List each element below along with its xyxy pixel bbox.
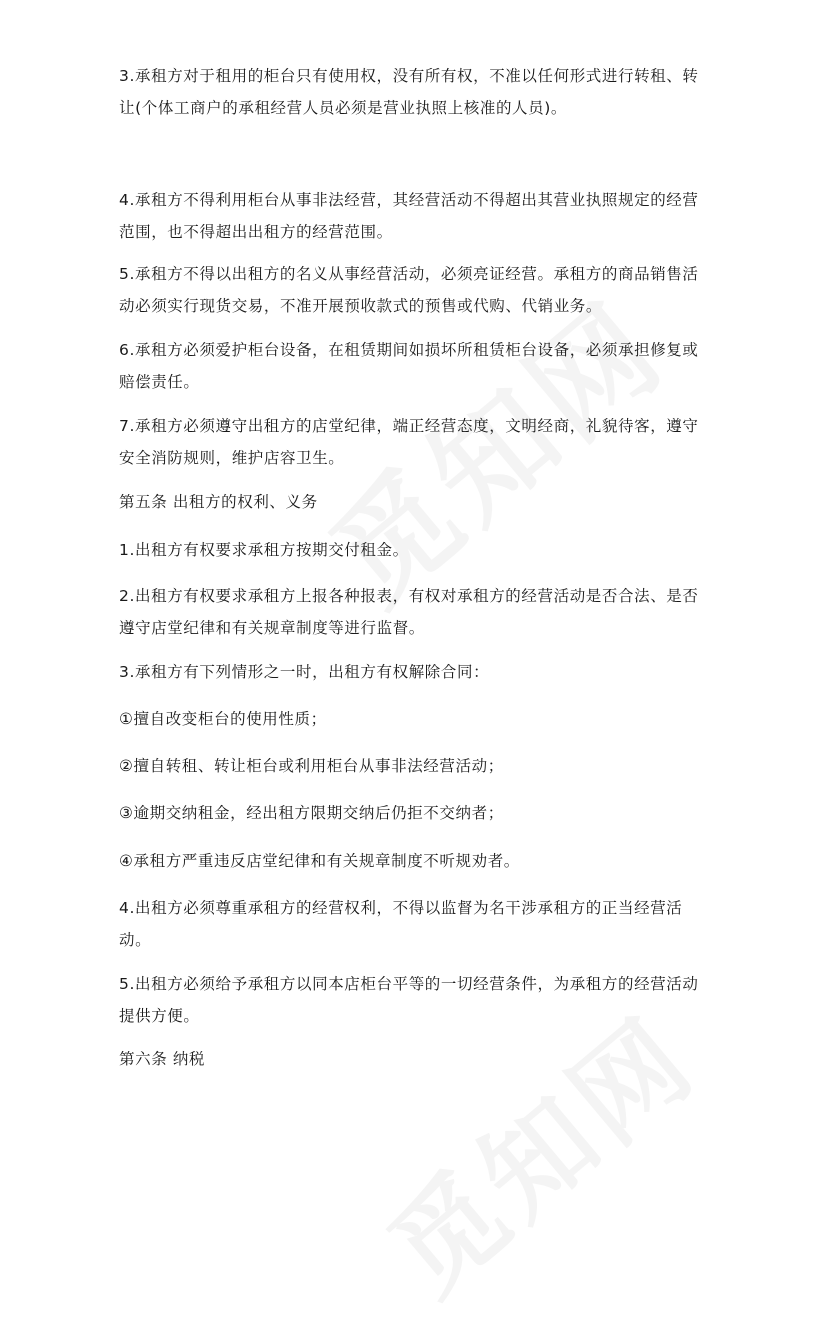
clause-4-legal-operation: 4.承租方不得利用柜台从事非法经营，其经营活动不得超出其营业执照规定的经营范围，也不得超出出租方的经营范围。 — [119, 191, 699, 241]
termination-item-2: ②擅自转租、转让柜台或利用柜台从事非法经营活动； — [119, 757, 504, 775]
clause-6-equipment-care: 6.承租方必须爱护柜台设备，在租赁期间如损坏所租赁柜台设备，必须承担修复或赔偿责任。 — [119, 341, 699, 391]
lessor-clause-5: 5.出租方必须给予承租方以同本店柜台平等的一切经营条件，为承租方的经营活动提供方便。 — [119, 975, 699, 1025]
clause-5-license-display: 5.承租方不得以出租方的名义从事经营活动，必须亮证经营。承租方的商品销售活动必须实行现货交易，不准开展预收款式的预售或代购、代销业务。 — [119, 265, 699, 315]
termination-item-1: ①擅自改变柜台的使用性质； — [119, 710, 327, 728]
termination-item-4: ④承租方严重违反店堂纪律和有关规章制度不听规劝者。 — [119, 852, 520, 870]
lessor-clause-4: 4.出租方必须尊重承租方的经营权利，不得以监督为名干涉承租方的正当经营活动。 — [119, 899, 683, 949]
article-6-heading: 第六条 纳税 — [119, 1050, 206, 1068]
clause-3-no-sublease: 3.承租方对于租用的柜台只有使用权，没有所有权，不准以任何形式进行转租、转让(个体工商户的承租经营人员必须是营业执照上核准的人员)。 — [119, 67, 699, 117]
clause-7-store-discipline: 7.承租方必须遵守出租方的店堂纪律，端正经营态度，文明经商，礼貌待客，遵守安全消防规则，维护店容卫生。 — [119, 417, 699, 467]
article-5-heading: 第五条 出租方的权利、义务 — [119, 493, 318, 511]
lessor-clause-2: 2.出租方有权要求承租方上报各种报表，有权对承租方的经营活动是否合法、是否遵守店堂纪律和有关规章制度等进行监督。 — [119, 587, 699, 637]
termination-item-3: ③逾期交纳租金，经出租方限期交纳后仍拒不交纳者； — [119, 804, 504, 822]
lessor-clause-1: 1.出租方有权要求承租方按期交付租金。 — [119, 541, 409, 559]
lessor-clause-3: 3.承租方有下列情形之一时，出租方有权解除合同： — [119, 663, 490, 681]
